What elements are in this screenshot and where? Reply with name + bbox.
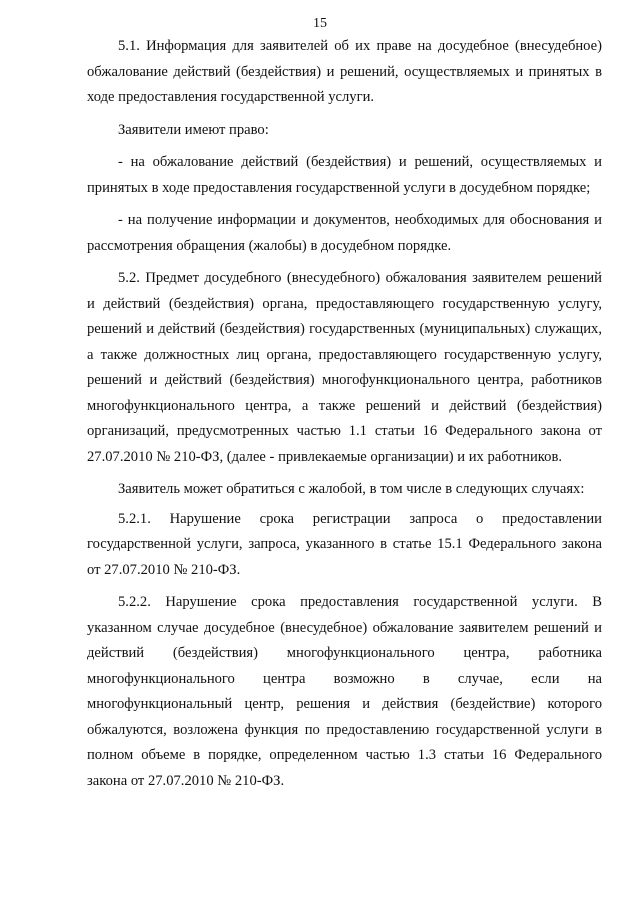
document-body bbox=[87, 34, 602, 801]
paragraph-rights-intro: Заявители имеют право: bbox=[118, 121, 269, 138]
paragraph-complaint-cases: Заявитель может обратиться с жалобой, в том числе в следующих случаях: bbox=[118, 481, 585, 497]
page-number: 15 bbox=[313, 16, 327, 31]
paragraph-5-2-2: 5.2.2. Нарушение срока предоставления государственной услуги. В указанном случае досудебное (внесудебное) обжалование заявителем решений и действий (бездействия) многофункционального центра, работника многофункционального центра возможно в случае, если на многофункциональный центр, решения и действия (бездействие) которого обжалуются, возложена функция по предоставлению государственной услуги в полном объеме в порядке, определенном частью 1.3 статьи 16 Федерального закона от 27.07.2010 № 210-ФЗ. bbox=[87, 594, 602, 789]
paragraph-5-2-1: 5.2.1. Нарушение срока регистрации запроса о предоставлении государственной услуги, запроса, указанного в статье 15.1 Федерального закона от 27.07.2010 № 210-ФЗ. bbox=[87, 510, 602, 578]
paragraph-right-information: - на получение информации и документов, необходимых для обоснования и рассмотрения обращения (жалобы) в досудебном порядке. bbox=[87, 212, 602, 254]
paragraph-right-appeal: - на обжалование действий (бездействия) и решений, осуществляемых и принятых в ходе предоставления государственной услуги в досудебном порядке; bbox=[87, 154, 602, 196]
paragraph-5-1: 5.1. Информация для заявителей об их праве на досудебное (внесудебное) обжалование действий (бездействия) и решений, осуществляемых и принятых в ходе предоставления государственной услуги. bbox=[87, 38, 602, 105]
paragraph-5-2: 5.2. Предмет досудебного (внесудебного) обжалования заявителем решений и действий (бездействия) органа, предоставляющего государственную услугу, решений и действий (бездействия) государственных (муниципальных) служащих, а также должностных лиц органа, предоставляющего государственную услугу, решений и действий (бездействия) многофункционального центра, работников многофункционального центра, а также решений и действий (бездействия) организаций, предусмотренных частью 1.1 статьи 16 Федерального закона от 27.07.2010 № 210-ФЗ, (далее - привлекаемые организации) и их работников. bbox=[87, 270, 602, 465]
